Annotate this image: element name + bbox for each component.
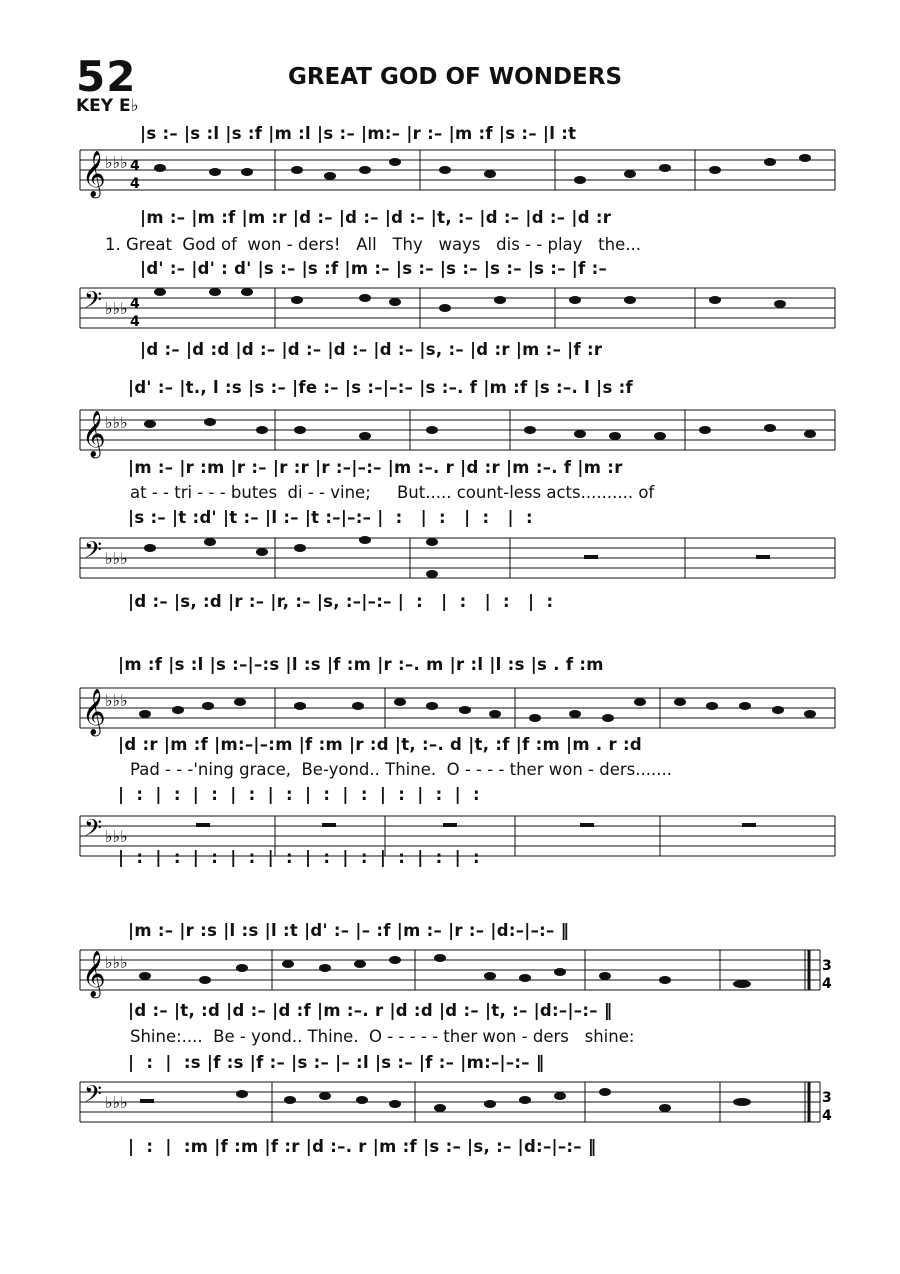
svg-text:♭♭♭: ♭♭♭ <box>105 827 128 846</box>
svg-text:𝄞: 𝄞 <box>82 951 106 997</box>
bass-staff <box>0 1072 900 1134</box>
svg-text:𝄢: 𝄢 <box>84 286 103 319</box>
svg-text:3: 3 <box>822 1090 832 1106</box>
lyrics-line: Shine:.... Be - yond.. Thine. O - - - - - ther won - ders shine: <box>130 1027 635 1046</box>
svg-text:𝄢: 𝄢 <box>84 536 103 569</box>
hymn-title: GREAT GOD OF WONDERS <box>287 64 623 90</box>
svg-text:𝄢: 𝄢 <box>84 1080 103 1113</box>
svg-text:4: 4 <box>130 176 140 192</box>
alto-solfa-line: |d :r |m :f |m:–|–:m |f :m |r :d |t, :–. d |t, :f |f :m |m . r :d <box>118 735 643 754</box>
tenor-solfa-line: |d' :– |d' : d' |s :– |s :f |m :– |s :– |s :– |s :– |s :– |f :– <box>140 259 608 278</box>
svg-text:𝄞: 𝄞 <box>82 411 106 457</box>
lyrics-line: at - - tri - - - butes di - - vine; But..... count-less acts.......... of <box>130 483 655 502</box>
alto-solfa-line: |d :– |t, :d |d :– |d :f |m :–. r |d :d |d :– |t, :– |d:–|–:– ‖ <box>128 1001 613 1020</box>
svg-text:4: 4 <box>130 314 140 330</box>
hymn-number: 52 <box>76 52 137 101</box>
treble-staff <box>0 140 900 210</box>
soprano-solfa-line: |m :– |r :s |l :s |l :t |d' :– |– :f |m :– |r :– |d:–|–:– ‖ <box>128 921 570 940</box>
svg-text:𝄞: 𝄞 <box>82 151 106 197</box>
svg-text:♭♭♭: ♭♭♭ <box>105 413 128 432</box>
svg-text:♭♭♭: ♭♭♭ <box>105 691 128 710</box>
svg-text:♭♭♭: ♭♭♭ <box>105 549 128 568</box>
svg-text:4: 4 <box>130 158 140 174</box>
tenor-solfa-line: | : | : | : | : | : | : | : | : | : | : <box>118 785 480 804</box>
soprano-solfa-line: |d' :– |t., l :s |s :– |fe :– |s :–|–:– |s :–. f |m :f |s :–. l |s :f <box>128 378 633 397</box>
soprano-solfa-line: |m :f |s :l |s :–|–:s |l :s |f :m |r :–. m |r :l |l :s |s . f :m <box>118 655 604 674</box>
svg-text:♭♭♭: ♭♭♭ <box>105 1093 128 1112</box>
bass-staff <box>0 528 900 593</box>
bass-staff <box>0 278 900 343</box>
svg-text:3: 3 <box>822 958 832 974</box>
bass-solfa-line: | : | :m |f :m |f :r |d :–. r |m :f |s :– |s, :– |d:–|–:– ‖ <box>128 1137 597 1156</box>
svg-text:𝄢: 𝄢 <box>84 814 103 847</box>
svg-text:4: 4 <box>822 976 832 992</box>
lyrics-line: Pad - - -'ning grace, Be-yond.. Thine. O - - - - ther won - ders....... <box>130 760 672 779</box>
svg-text:♭♭♭: ♭♭♭ <box>105 953 128 972</box>
treble-staff <box>0 940 900 1000</box>
treble-staff <box>0 678 900 738</box>
bass-solfa-line: | : | : | : | : | : | : | : | : | : | : <box>118 848 480 867</box>
svg-text:♭♭♭: ♭♭♭ <box>105 153 128 172</box>
soprano-solfa-line: |s :– |s :l |s :f |m :l |s :– |m:– |r :– |m :f |s :– |l :t <box>140 124 577 143</box>
svg-text:4: 4 <box>130 296 140 312</box>
alto-solfa-line: |m :– |m :f |m :r |d :– |d :– |d :– |t, :– |d :– |d :– |d :r <box>140 208 612 227</box>
key-signature-label: KEY E♭ <box>76 96 139 116</box>
svg-text:4: 4 <box>822 1108 832 1124</box>
bass-solfa-line: |d :– |s, :d |r :– |r, :– |s, :–|–:– | : | : | : | : <box>128 592 554 611</box>
svg-text:𝄞: 𝄞 <box>82 689 106 735</box>
treble-staff <box>0 400 900 460</box>
alto-solfa-line: |m :– |r :m |r :– |r :r |r :–|–:– |m :–. r |d :r |m :–. f |m :r <box>128 458 623 477</box>
lyrics-line: 1. Great God of won - ders! All Thy ways dis - - play the... <box>105 235 641 254</box>
svg-text:♭♭♭: ♭♭♭ <box>105 299 128 318</box>
bass-solfa-line: |d :– |d :d |d :– |d :– |d :– |d :– |s, :– |d :r |m :– |f :r <box>140 340 603 359</box>
tenor-solfa-line: | : | :s |f :s |f :– |s :– |– :l |s :– |f :– |m:–|–:– ‖ <box>128 1053 545 1072</box>
tenor-solfa-line: |s :– |t :d' |t :– |l :– |t :–|–:– | : | : | : | : <box>128 508 533 527</box>
